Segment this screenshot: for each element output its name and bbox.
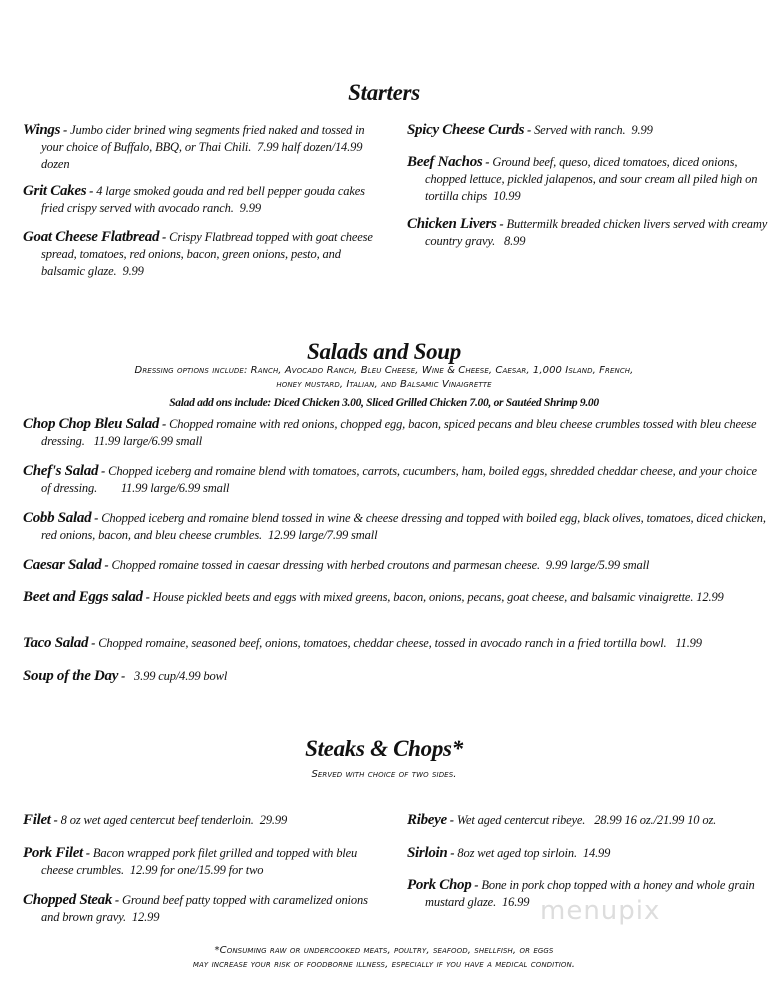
separator: -	[88, 636, 99, 650]
item-name: Beet and Eggs salad	[23, 589, 143, 605]
item-description: Chopped romaine with red onions, chopped egg, bacon, spiced pecans and bleu cheese crumbles tossed with bleu cheese dressing. 11.99 large/6.99 small	[41, 417, 760, 448]
salads-title: Salads and Soup	[306, 339, 461, 364]
footnote-line-1: *Consuming raw or undercooked meats, poultry, seafood, shellfish, or eggs	[214, 945, 554, 956]
item-name: Chicken Livers	[407, 216, 497, 232]
menu-item	[23, 557, 766, 574]
item-name: Pork Chop	[407, 877, 472, 893]
watermark-logo: menupix	[540, 896, 661, 926]
separator: -	[60, 123, 71, 137]
salad-addons: Salad add ons include: Diced Chicken 3.00, Sliced Grilled Chicken 7.00, or Sautéed Shrimp 9.00	[169, 397, 599, 409]
starters-title: Starters	[348, 80, 420, 105]
menu-item	[23, 510, 769, 544]
separator: -	[112, 893, 122, 907]
item-name: Soup of the Day	[23, 668, 119, 684]
footnote-line-2: may increase your risk of foodborne illness, especially if you have a medical condition.	[192, 959, 576, 970]
menu-item	[23, 122, 386, 173]
separator: -	[91, 511, 102, 525]
item-name: Chef's Salad	[23, 463, 99, 479]
separator: -	[86, 184, 97, 198]
menu-item	[407, 122, 770, 139]
item-description: Served with ranch. 9.99	[534, 123, 653, 137]
separator: -	[446, 813, 457, 827]
item-name: Ribeye	[407, 812, 447, 828]
item-name: Sirloin	[407, 845, 448, 861]
item-name: Cobb Salad	[23, 510, 92, 526]
item-description: 4 large smoked gouda and red bell pepper gouda cakes fried crispy served with avocado ranch. 9.99	[41, 184, 368, 215]
menu-item	[23, 463, 766, 497]
menu-item	[23, 812, 386, 829]
menu-item	[407, 845, 770, 862]
item-description: Buttermilk breaded chicken livers served with creamy country gravy. 8.99	[425, 217, 770, 248]
separator: -	[482, 155, 493, 169]
menu-item	[23, 668, 766, 685]
item-name: Goat Cheese Flatbread	[23, 229, 160, 245]
separator: -	[118, 669, 129, 683]
separator: -	[82, 846, 93, 860]
item-description: Ground beef patty topped with caramelized onions and brown gravy. 12.99	[41, 893, 371, 924]
separator: -	[142, 590, 153, 604]
item-description: Chopped iceberg and romaine blend with tomatoes, carrots, cucumbers, ham, boiled eggs, shredded cheddar cheese, and your choice of dressing. 11.99 large/6.99 small	[41, 464, 760, 495]
item-name: Chop Chop Bleu Salad	[23, 416, 160, 432]
separator: -	[101, 558, 112, 572]
menu-item	[23, 892, 386, 926]
separator: -	[471, 878, 482, 892]
dressing-line-1: Dressing options include: Ranch, Avocado Ranch, Bleu Cheese, Wine & Cheese, Caesar, 1,000 Island, French,	[134, 365, 634, 376]
item-name: Caesar Salad	[23, 557, 102, 573]
menu-item	[407, 216, 770, 250]
item-description: Bacon wrapped pork filet grilled and topped with bleu cheese crumbles. 12.99 for one/15.99 for two	[41, 846, 361, 877]
menu-item	[23, 845, 386, 879]
separator: -	[159, 230, 170, 244]
item-name: Wings	[23, 122, 61, 138]
item-description: Chopped romaine, seasoned beef, onions, tomatoes, cheddar cheese, tossed in avocado ranch in a fried tortilla bowl. 11.99	[98, 636, 702, 650]
item-name: Pork Filet	[23, 845, 83, 861]
separator: -	[98, 464, 109, 478]
menu-item	[23, 416, 766, 450]
item-description: Ground beef, queso, diced tomatoes, diced onions, chopped lettuce, pickled jalapenos, and sour cream all piled high on tortilla chips 10.99	[425, 155, 761, 203]
menu-item	[23, 635, 766, 652]
item-description: House pickled beets and eggs with mixed greens, bacon, onions, pecans, goat cheese, and balsamic vinaigrette. 12.99	[152, 590, 724, 604]
item-description: 8 oz wet aged centercut beef tenderloin. 29.99	[60, 813, 288, 827]
item-description: Crispy Flatbread topped with goat cheese spread, tomatoes, red onions, bacon, green onions, pesto, and balsamic glaze. 9.99	[41, 230, 376, 278]
menu-item	[407, 812, 770, 829]
separator: -	[159, 417, 170, 431]
item-description: Wet aged centercut ribeye. 28.99 16 oz./21.99 10 oz.	[456, 813, 717, 827]
item-description: Chopped iceberg and romaine blend tossed in wine & cheese dressing and topped with boiled egg, black olives, tomatoes, diced chicken, red onions, bacon, and bleu cheese crumbles. 12.99 large/7.99 small	[41, 511, 769, 542]
separator: -	[447, 846, 458, 860]
item-description: Jumbo cider brined wing segments fried naked and tossed in your choice of Buffalo, BBQ, or Thai Chili. 7.99 half dozen/14.99 dozen	[41, 123, 368, 171]
menu-item	[23, 229, 386, 280]
item-description: Bone in pork chop topped with a honey and whole grain mustard glaze. 16.99	[425, 878, 758, 909]
menu-item	[23, 589, 766, 606]
menu-item	[407, 154, 770, 205]
separator: -	[496, 217, 507, 231]
item-name: Spicy Cheese Curds	[407, 122, 525, 138]
item-name: Beef Nachos	[407, 154, 483, 170]
item-name: Taco Salad	[23, 635, 89, 651]
item-name: Filet	[23, 812, 51, 828]
item-description: Chopped romaine tossed in caesar dressing with herbed croutons and parmesan cheese. 9.99 large/5.99 small	[111, 558, 650, 572]
item-description: 8oz wet aged top sirloin. 14.99	[457, 846, 611, 860]
dressing-line-2: honey mustard, Italian, and Balsamic Vinaigrette	[276, 379, 492, 390]
menu-item	[23, 183, 386, 217]
dressing-options	[0, 364, 768, 392]
steaks-title: Steaks & Chops*	[305, 736, 463, 761]
item-name: Chopped Steak	[23, 892, 113, 908]
separator: -	[524, 123, 535, 137]
item-name: Grit Cakes	[23, 183, 87, 199]
item-description: 3.99 cup/4.99 bowl	[128, 669, 228, 683]
separator: -	[50, 813, 61, 827]
footnote	[0, 944, 768, 972]
steaks-subtitle: Served with choice of two sides.	[311, 769, 457, 780]
